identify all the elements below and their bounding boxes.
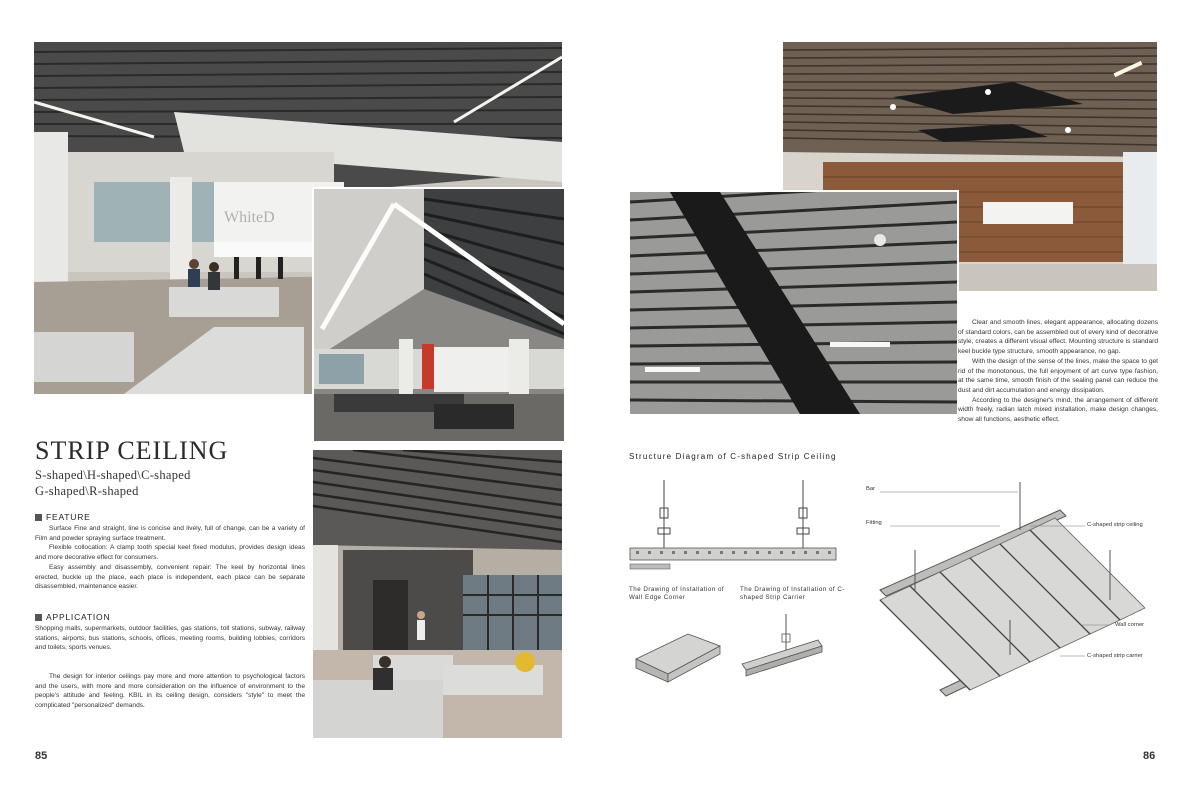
callout-fitting: Fitting	[866, 520, 882, 526]
drawing-label-strip-carrier: The Drawing of Installation of C-shaped Strip Carrier	[740, 586, 845, 601]
description-paragraph-3: According to the designer's mind, the arrangement of different width freely, radian latch mixed installation, make design changes, show all functions, aesthetic effect.	[958, 396, 1158, 424]
drawing-label-wall-corner: The Drawing of Installation of Wall Edge Corner	[629, 586, 725, 601]
callout-wall-corner: Wall corner	[1115, 622, 1145, 628]
page-title: STRIP CEILING	[35, 436, 229, 465]
feature-paragraph-2: Flexible collocation: A clamp tooth special keel fixed modulus, provides design ideas and more decorative effect for consumers.	[35, 544, 305, 562]
application-heading	[35, 612, 110, 622]
page-number-left: 85	[35, 750, 48, 762]
callout-strip-ceiling: C-shaped strip ceiling	[1087, 522, 1143, 528]
feature-heading-label: FEATURE	[46, 512, 91, 522]
feature-paragraph-1: Surface Fine and straight, line is concise and lively, full of change, can be a variety of Film and powder spraying surface treatment.	[35, 525, 305, 542]
design-text	[35, 672, 305, 711]
application-text	[35, 624, 305, 653]
feature-paragraph-3: Easy assembly and disassembly, convenient repair: The keel by horizontal lines erected, buckle up the place, each place is independent, each place can be separate disassembled, maintenance easier.	[35, 563, 305, 591]
feature-text	[35, 524, 305, 592]
feature-heading	[35, 512, 91, 522]
bullet-square-icon	[35, 614, 42, 621]
drawing-strip-carrier	[738, 612, 826, 688]
drawing-wall-corner-profile	[628, 624, 728, 686]
bullet-square-icon	[35, 514, 42, 521]
description-paragraph-1: Clear and smooth lines, elegant appearance, allocating dozens of standard colors, can be assembled out of every kind of decorative style, creates a different visual effect. Mounting structure is standard keel buckle type structure, smooth appearance, no gap.	[958, 319, 1158, 356]
subtitle-line-1: S-shaped\H-shaped\C-shaped	[35, 468, 191, 482]
photo-strip-ceiling-closeup	[628, 190, 959, 416]
page-number-right: 86	[1143, 750, 1156, 762]
drawing-isometric-assembly	[860, 480, 1150, 720]
drawing-keel-hangers	[628, 478, 838, 580]
subtitle-line-2: G-shaped\R-shaped	[35, 484, 139, 498]
design-paragraph: The design for interior ceilings pay more and more attention to psychological factors and the users, with more and more consideration on the influence of environment to the people's attitude and feeling. KBIL in its ceiling design, considers "style" to meet the complicated "personalized" demands.	[35, 673, 305, 710]
description-paragraph-2: With the design of the sense of the lines, make the space to get rid of the monotonous, the full enjoyment of art curve type fashion, at the same time, smooth finish of the sealing panel can reduce the dust and dirt accumulation and energy dissipation.	[958, 357, 1158, 394]
application-heading-label: APPLICATION	[46, 612, 111, 622]
application-paragraph: Shopping malls, supermarkets, outdoor facilities, gas stations, toll stations, subway, railway stations, airports, bus stations, schools, offices, meeting rooms, building lobbies, corridors and toilets, sports venues.	[35, 625, 305, 652]
photo-lounge-sofas	[313, 450, 562, 738]
callout-strip-carrier: C-shaped strip carrier	[1087, 653, 1143, 659]
callout-bar: Bar	[866, 486, 876, 492]
photo-open-kitchen	[312, 187, 566, 443]
diagram-title: Structure Diagram of C-shaped Strip Ceiling	[629, 452, 837, 461]
description-text	[958, 318, 1158, 425]
reception-sign-text: WhiteD	[224, 209, 275, 226]
